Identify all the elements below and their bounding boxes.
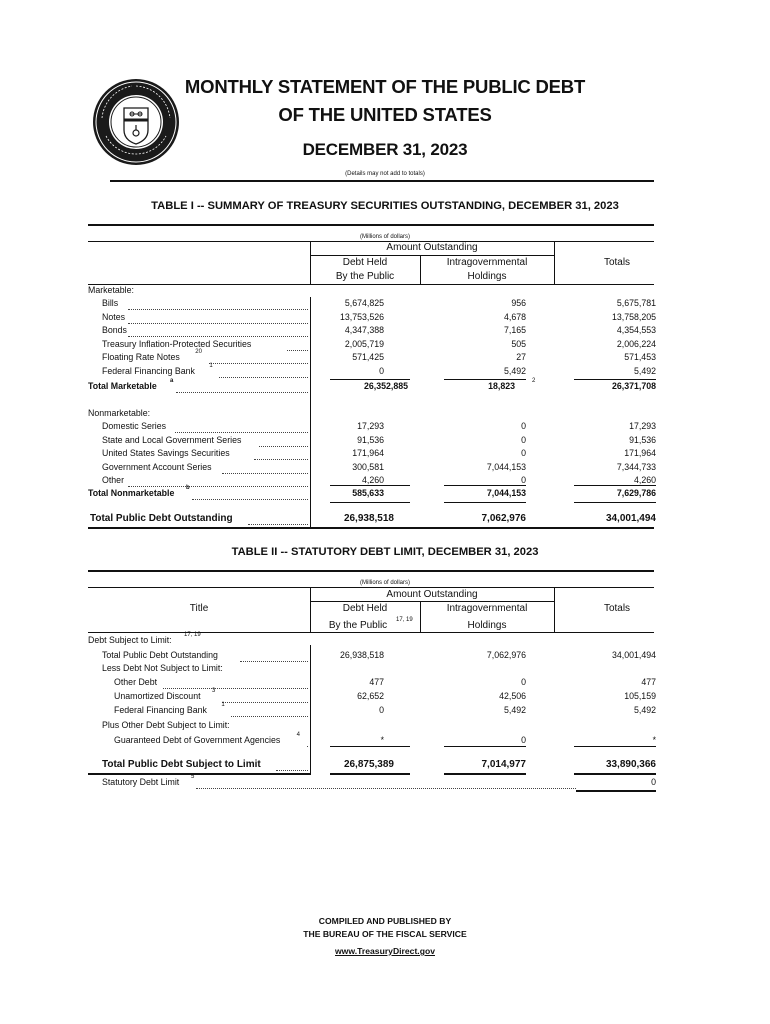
value-total: 2,006,224 xyxy=(616,338,656,349)
table2-top-rule xyxy=(88,570,654,572)
marketable-row xyxy=(0,298,770,311)
row-label: Domestic Series xyxy=(102,421,167,431)
value-total: 5,675,781 xyxy=(616,298,656,308)
mk-underline-2 xyxy=(444,379,526,380)
value-total: 5,492 xyxy=(633,366,656,376)
value-public: * xyxy=(380,735,384,745)
value-intragov: 5,492 xyxy=(503,705,526,715)
t2-total-rule-left xyxy=(88,773,310,775)
footnote-ref: a xyxy=(170,378,174,384)
table1-col1-line1: Debt Held xyxy=(342,257,388,268)
table2-units: (Millions of dollars) xyxy=(359,580,410,586)
value-public: 4,260 xyxy=(361,475,384,486)
row-label: Bills xyxy=(102,298,119,308)
document-title-line1: MONTHLY STATEMENT OF THE PUBLIC DEBT xyxy=(184,76,586,97)
nm-total-underline-1 xyxy=(330,502,410,503)
marketable-row xyxy=(0,363,770,379)
nm-underline-3 xyxy=(574,485,656,486)
statutory-underline xyxy=(576,790,656,792)
footnote-ref: 2 xyxy=(532,378,536,384)
nonmarketable-row xyxy=(0,475,770,488)
value-total: 17,293 xyxy=(629,421,656,431)
value-public: 91,536 xyxy=(357,434,384,445)
value-total: 7,344,733 xyxy=(616,461,656,472)
table2-col1-line2: By the Public xyxy=(328,620,388,631)
value-public: 26,352,885 xyxy=(363,381,408,391)
value-total: 34,001,494 xyxy=(605,513,656,524)
footnote-ref: 5 xyxy=(191,774,195,780)
table2-header-rule xyxy=(88,632,654,633)
row-label: Total Public Debt Outstanding xyxy=(90,513,233,524)
row-label: Federal Financing Bank xyxy=(102,366,195,376)
leader-dots xyxy=(196,777,576,789)
footnote-ref: 1 xyxy=(221,702,225,708)
value-public: 171,964 xyxy=(352,448,384,459)
row-label: United States Savings Securities xyxy=(102,448,230,459)
t2-underline-3 xyxy=(574,746,656,747)
footnote-ref: 17, 19 xyxy=(184,632,201,638)
table1-title: TABLE I -- SUMMARY OF TREASURY SECURITIES OUTSTANDING, DECEMBER 31, 2023 xyxy=(151,200,619,212)
table1-body-vline xyxy=(310,297,311,528)
row-label: Statutory Debt Limit xyxy=(102,777,180,787)
value-intragov: 7,165 xyxy=(503,325,526,336)
leader-dots xyxy=(128,325,309,337)
row-label: Floating Rate Notes xyxy=(102,352,180,363)
row-label: Notes xyxy=(102,311,125,322)
row-label: Unamortized Discount xyxy=(114,691,201,701)
header-rule xyxy=(110,180,654,182)
value-public: 26,938,518 xyxy=(339,650,384,660)
t2-underline-2 xyxy=(444,746,526,747)
t2-underline-1 xyxy=(330,746,410,747)
marketable-row xyxy=(0,312,770,325)
leader-dots xyxy=(163,677,308,689)
table2-row xyxy=(0,688,770,704)
value-public: 4,347,388 xyxy=(344,325,384,336)
value-intragov: 7,062,976 xyxy=(481,513,526,524)
table2-group-header: Amount Outstanding xyxy=(386,589,478,600)
nonmarketable-row xyxy=(0,448,770,461)
total-nonmarketable-row xyxy=(0,485,770,501)
value-total: 26,371,708 xyxy=(611,381,656,391)
row-label: Treasury Inflation-Protected Securities xyxy=(102,338,252,349)
mk-underline-1 xyxy=(330,379,410,380)
footnote-ref: 1 xyxy=(209,363,213,369)
table1-bottom-rule xyxy=(88,527,654,529)
nonmarketable-section-label: Nonmarketable: xyxy=(88,408,151,418)
table1-group-header: Amount Outstanding xyxy=(386,242,478,253)
row-label: Total Nonmarketable xyxy=(88,488,175,498)
value-total: 477 xyxy=(641,677,656,687)
t2-total-rule-3 xyxy=(574,773,656,775)
value-intragov: 0 xyxy=(521,421,526,431)
table1-units: (Millions of dollars) xyxy=(359,234,410,240)
nonmarketable-row xyxy=(0,421,770,434)
table2-col2-line2: Holdings xyxy=(467,620,507,631)
value-intragov: 0 xyxy=(521,434,526,445)
value-public: 0 xyxy=(379,366,384,376)
table2-group-rule xyxy=(310,601,554,602)
value-total: 4,260 xyxy=(633,475,656,486)
mk-underline-3 xyxy=(574,379,656,380)
details-note: (Details may not add to totals) xyxy=(345,171,425,177)
value-intragov: 0 xyxy=(521,735,526,745)
document-title-line2: OF THE UNITED STATES xyxy=(278,104,492,125)
debt-subject-label: Debt Subject to Limit: xyxy=(88,635,172,645)
table1-col2-line1: Intragovernmental xyxy=(446,257,528,268)
document-date: DECEMBER 31, 2023 xyxy=(302,140,468,159)
value-public: 0 xyxy=(379,705,384,715)
value-total: 33,890,366 xyxy=(605,759,656,770)
leader-dots xyxy=(192,488,308,500)
value-intragov: 7,014,977 xyxy=(481,759,526,770)
value-intragov: 7,062,976 xyxy=(486,650,526,660)
value-intragov: 0 xyxy=(521,475,526,486)
table1-col1-line2: By the Public xyxy=(335,271,395,282)
value-total: 13,758,205 xyxy=(611,311,656,322)
leader-dots xyxy=(175,421,309,433)
leader-dots xyxy=(128,475,309,487)
value-intragov: 27 xyxy=(516,352,526,363)
value-total: 171,964 xyxy=(624,448,656,459)
table2-title-col: Title xyxy=(189,603,209,614)
table1-header-rule xyxy=(88,284,654,285)
value-total: * xyxy=(652,735,656,745)
value-intragov: 18,823 xyxy=(488,381,515,391)
row-label: Total Marketable xyxy=(88,381,157,391)
value-public: 477 xyxy=(369,677,384,687)
row-label: Other xyxy=(102,475,125,486)
value-public: 300,581 xyxy=(352,461,384,472)
value-total: 105,159 xyxy=(624,691,656,701)
row-label: Federal Financing Bank xyxy=(114,705,207,715)
row-label: Less Debt Not Subject to Limit: xyxy=(102,663,223,673)
value-total: 34,001,494 xyxy=(611,650,656,660)
marketable-row xyxy=(0,339,770,352)
t2-total-rule-2 xyxy=(444,773,526,775)
leader-dots xyxy=(176,381,308,393)
value-intragov: 42,506 xyxy=(499,691,526,701)
value-public: 17,293 xyxy=(357,421,384,431)
leader-dots xyxy=(128,298,309,310)
table2-col1-line1: Debt Held xyxy=(342,603,388,614)
nm-total-underline-2 xyxy=(444,502,526,503)
value-total: 4,354,553 xyxy=(616,325,656,336)
row-label: State and Local Government Series xyxy=(102,434,242,445)
table2-col3-header: Totals xyxy=(603,603,631,614)
treasury-direct-link[interactable]: www.TreasuryDirect.gov xyxy=(335,946,435,956)
value-intragov: 0 xyxy=(521,677,526,687)
value-intragov: 7,044,153 xyxy=(486,488,526,498)
table2-col2-line1: Intragovernmental xyxy=(446,603,528,614)
table1-top-rule xyxy=(88,224,654,226)
footnote-ref: 3 xyxy=(212,688,216,694)
table1-group-rule xyxy=(310,255,554,256)
row-label: Plus Other Debt Subject to Limit: xyxy=(102,720,230,730)
row-label: Government Account Series xyxy=(102,461,212,472)
value-total: 91,536 xyxy=(629,434,656,445)
value-public: 5,674,825 xyxy=(344,298,384,308)
table2-row xyxy=(0,663,770,676)
total-subject-row xyxy=(0,759,770,772)
footnote-ref: 4 xyxy=(296,732,300,738)
marketable-row xyxy=(0,325,770,338)
nonmarketable-row xyxy=(0,435,770,448)
nonmarketable-row xyxy=(0,462,770,475)
value-intragov: 505 xyxy=(511,338,526,349)
value-public: 13,753,526 xyxy=(339,311,384,322)
marketable-row xyxy=(0,349,770,365)
footer-line2: THE BUREAU OF THE FISCAL SERVICE xyxy=(303,929,467,939)
value-intragov: 956 xyxy=(511,298,526,308)
value-total: 7,629,786 xyxy=(616,488,656,498)
value-public: 571,425 xyxy=(352,352,384,363)
row-label: Total Public Debt Outstanding xyxy=(102,650,218,660)
row-label: Bonds xyxy=(102,325,127,336)
footer-line1: COMPILED AND PUBLISHED BY xyxy=(318,916,452,926)
statutory-limit-row xyxy=(0,774,770,790)
value-total: 0 xyxy=(651,777,656,787)
nm-underline-1 xyxy=(330,485,410,486)
footnote-ref: 17, 19 xyxy=(396,617,413,623)
row-label: Other Debt xyxy=(114,677,158,687)
value-public: 26,938,518 xyxy=(343,513,394,524)
value-total: 5,492 xyxy=(633,705,656,715)
footnote-ref: 20 xyxy=(195,349,202,356)
nm-total-underline-3 xyxy=(574,502,656,503)
leader-dots xyxy=(128,312,309,324)
value-public: 26,875,389 xyxy=(343,759,394,770)
value-intragov: 4,678 xyxy=(503,311,526,322)
value-public: 62,652 xyxy=(357,691,384,701)
table2-title: TABLE II -- STATUTORY DEBT LIMIT, DECEMBER 31, 2023 xyxy=(231,546,539,558)
value-total: 571,453 xyxy=(624,352,656,363)
marketable-section-label: Marketable: xyxy=(88,285,134,295)
t2-total-rule-1 xyxy=(330,773,410,775)
row-label: Total Public Debt Subject to Limit xyxy=(102,759,261,770)
table2-row xyxy=(0,720,770,733)
value-intragov: 0 xyxy=(521,448,526,459)
total-public-debt-row xyxy=(0,513,770,526)
value-public: 585,633 xyxy=(352,488,384,498)
table2-body-vline xyxy=(310,645,311,775)
table2-units-rule xyxy=(88,587,654,588)
table2-row xyxy=(0,650,770,663)
value-public: 2,005,719 xyxy=(344,338,384,349)
value-intragov: 5,492 xyxy=(503,366,526,376)
table1-col3-header: Totals xyxy=(603,257,631,268)
nm-underline-2 xyxy=(444,485,526,486)
total-marketable-row xyxy=(0,378,770,394)
table2-row xyxy=(0,677,770,690)
table2-row xyxy=(0,702,770,718)
value-intragov: 7,044,153 xyxy=(486,461,526,472)
row-label: Guaranteed Debt of Government Agencies xyxy=(114,735,281,745)
footnote-ref: b xyxy=(186,485,190,491)
table1-col2-line2: Holdings xyxy=(467,271,507,282)
leader-dots xyxy=(248,513,308,525)
